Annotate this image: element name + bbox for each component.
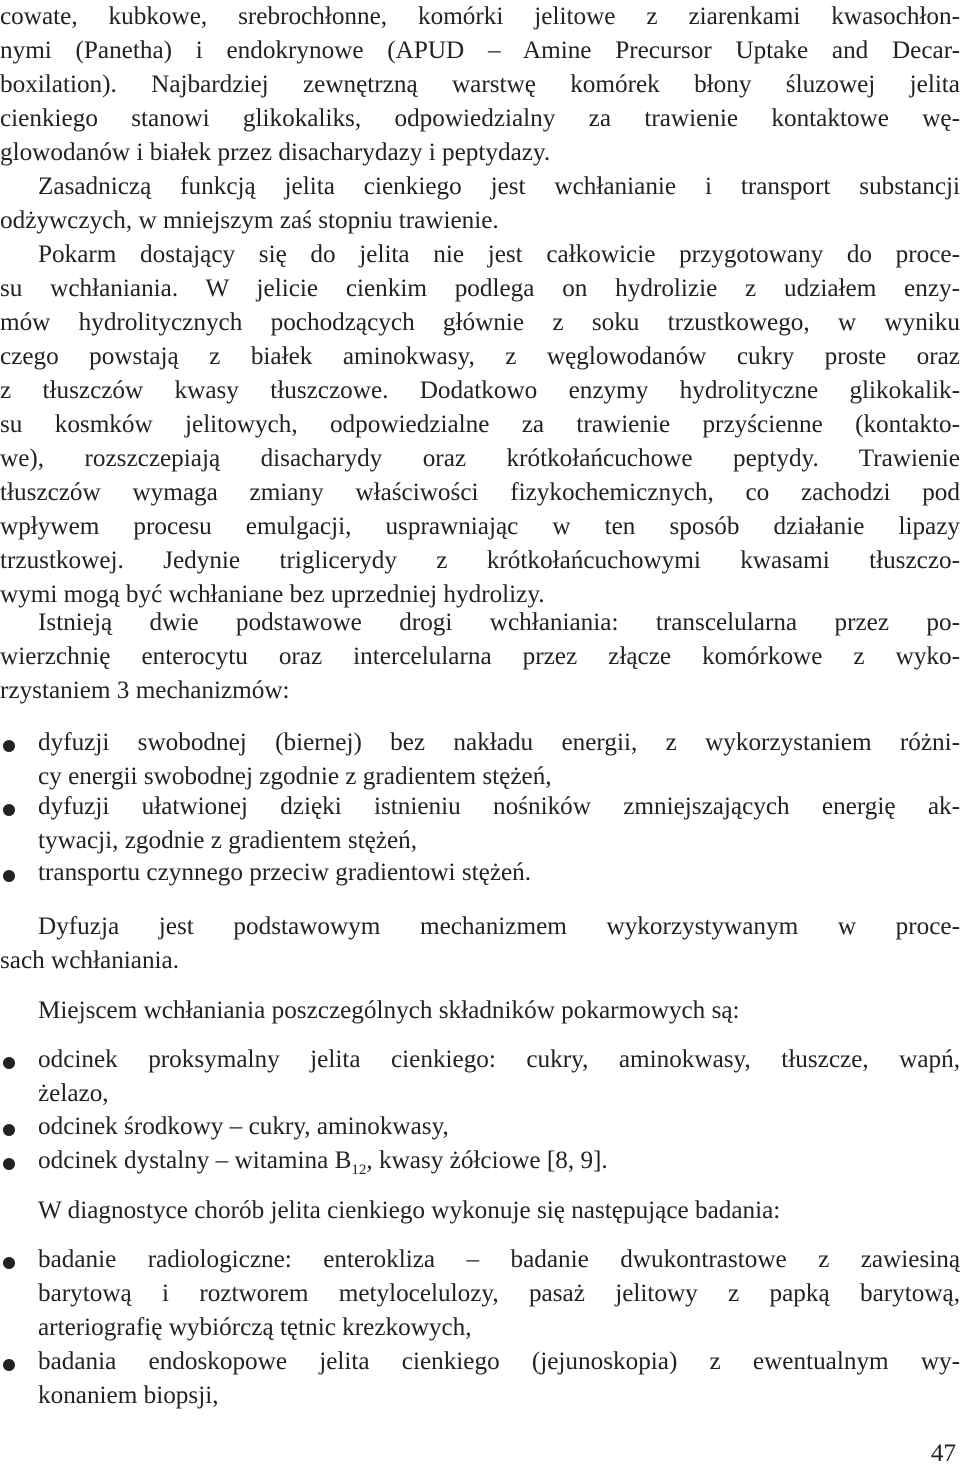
list-item-line: badanie radiologiczne: enterokliza – badanie dwukontrastowe z zawiesiną (38, 1246, 960, 1273)
text-line: we), rozszczepiają disacharydy oraz krótkołańcuchowe peptydy. Trawienie (0, 445, 960, 472)
text-line: czego powstają z białek aminokwasy, z węglowodanów cukry proste oraz (0, 343, 960, 370)
text-line: cowate, kubkowe, srebrochłonne, komórki jelitowe z ziarenkami kwasochłon- (0, 3, 960, 30)
text-line: W diagnostyce chorób jelita cienkiego wykonuje się następujące badania: (38, 1197, 781, 1224)
text-line: tłuszczów wymaga zmiany właściwości fizykochemicznych, co zachodzi pod (0, 479, 960, 506)
text-line: cienkiego stanowi glikokaliks, odpowiedzialny za trawienie kontaktowe wę- (0, 105, 960, 132)
text-line: boxilation). Najbardziej zewnętrzną warstwę komórek błony śluzowej jelita (0, 71, 960, 98)
text-line: Miejscem wchłaniania poszczególnych składników pokarmowych są: (38, 997, 740, 1024)
text-line: Dyfuzja jest podstawowym mechanizmem wykorzystywanym w proce- (38, 913, 960, 940)
list-item-line: transportu czynnego przeciw gradientowi stężeń. (38, 859, 532, 886)
text-line: Pokarm dostający się do jelita nie jest całkowicie przygotowany do proce- (38, 241, 960, 268)
list-item-line: arteriografię wybiórczą tętnic krezkowych, (38, 1314, 472, 1341)
text-line: wierzchnię enterocytu oraz intercelularna przez złącze komórkowe z wyko- (0, 643, 960, 670)
subscript: 12 (351, 1162, 367, 1178)
text-line: rzystaniem 3 mechanizmów: (0, 677, 290, 704)
text-line: z tłuszczów kwasy tłuszczowe. Dodatkowo enzymy hydrolityczne glikokalik- (0, 377, 960, 404)
text-line: Istnieją dwie podstawowe drogi wchłaniania: transcelularna przez po- (38, 609, 960, 636)
page-number: 47 (930, 1440, 956, 1467)
list-item-line: dyfuzji swobodnej (biernej) bez nakładu energii, z wykorzystaniem różni- (38, 729, 960, 756)
text-line: mów hydrolitycznych pochodzących głównie z soku trzustkowego, w wyniku (0, 309, 960, 336)
list-item-line: konaniem biopsji, (38, 1382, 219, 1409)
list-item-line: żelazo, (38, 1080, 109, 1107)
list-item-line: odcinek proksymalny jelita cienkiego: cukry, aminokwasy, tłuszcze, wapń, (38, 1046, 960, 1073)
list-item-line: cy energii swobodnej zgodnie z gradientem stężeń, (38, 763, 552, 790)
text-line: wpływem procesu emulgacji, usprawniając w ten sposób działanie lipazy (0, 513, 960, 540)
list-item-line: barytową i roztworem metylocelulozy, pasaż jelitowy z papką barytową, (38, 1280, 960, 1307)
text-line: sach wchłaniania. (0, 947, 180, 974)
text-line: nymi (Panetha) i endokrynowe (APUD – Amine Precursor Uptake and Decar- (0, 37, 960, 64)
text-line: su wchłaniania. W jelicie cienkim podlega on hydrolizie z udziałem enzy- (0, 275, 960, 302)
list-item-line: tywacji, zgodnie z gradientem stężeń, (38, 827, 418, 854)
list-item-line (0, 1144, 960, 1178)
text-line: su kosmków jelitowych, odpowiedzialne za trawienie przyścienne (kontakto- (0, 411, 960, 438)
text-line: wymi mogą być wchłaniane bez uprzedniej hydrolizy. (0, 581, 545, 608)
list-item-line: badania endoskopowe jelita cienkiego (jejunoskopia) z ewentualnym wy- (38, 1348, 960, 1375)
list-item-line: dyfuzji ułatwionej dzięki istnieniu nośników zmniejszających energię ak- (38, 793, 960, 820)
text-line: Zasadniczą funkcją jelita cienkiego jest wchłanianie i transport substancji (38, 173, 960, 200)
list-item-text: odcinek dystalny – witamina B (38, 1147, 352, 1174)
list-item-text: , kwasy żółciowe [8, 9]. (366, 1147, 608, 1174)
text-line: glowodanów i białek przez disacharydazy i peptydazy. (0, 139, 551, 166)
text-line: trzustkowej. Jedynie triglicerydy z krótkołańcuchowymi kwasami tłuszczo- (0, 547, 960, 574)
text-line: odżywczych, w mniejszym zaś stopniu trawienie. (0, 207, 499, 234)
list-item-line: odcinek środkowy – cukry, aminokwasy, (38, 1113, 449, 1140)
